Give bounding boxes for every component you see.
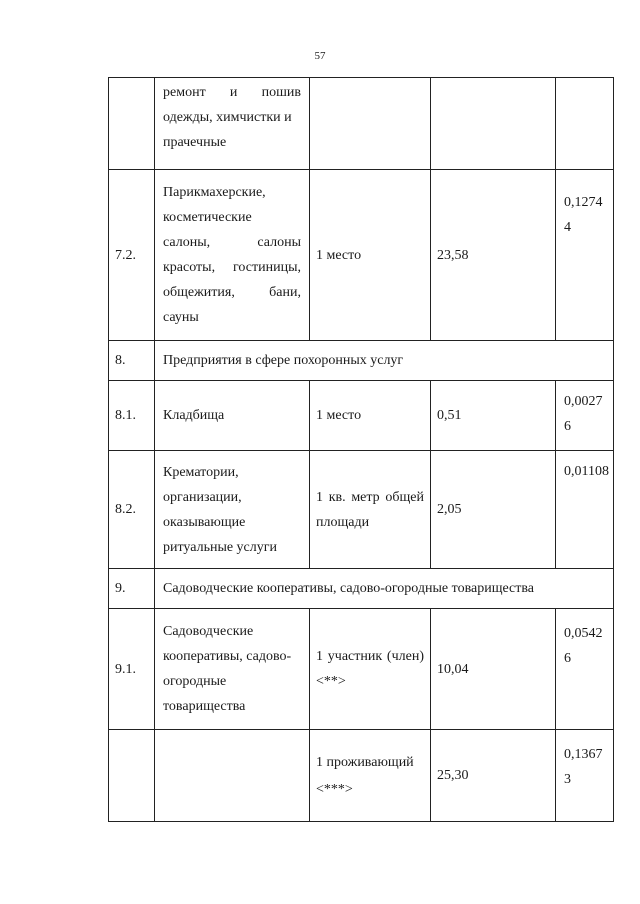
section-number-cell: 8. (109, 341, 155, 381)
name-line: товарищества (163, 699, 246, 714)
row-coef-cell (556, 78, 614, 170)
table-row (109, 78, 614, 170)
name-line: прачечные (163, 135, 227, 150)
row-unit-cell: 1 место (310, 381, 431, 451)
row-name-cell (155, 381, 310, 451)
row-unit-cell: 1 проживающий <***> (310, 730, 431, 822)
table-row (109, 451, 614, 569)
row-name-cell (155, 730, 310, 822)
row-name-cell (155, 609, 310, 730)
row-number-cell (109, 730, 155, 822)
row-norm-cell: 2,05 (431, 451, 556, 569)
name-line: Садоводческие (163, 624, 254, 639)
row-coef-cell: 0,05426 (556, 609, 614, 730)
name-line: общежития, бани, (163, 285, 301, 300)
row-coef-cell: 0,12744 (556, 170, 614, 341)
row-unit-cell: 1 участник (член) <**> (310, 609, 431, 730)
row-name-cell (155, 451, 310, 569)
section-row (109, 341, 614, 381)
name-line: ритуальные услуги (163, 539, 277, 555)
row-unit-cell (310, 78, 431, 170)
name-line: Парикмахерские, (163, 185, 266, 200)
row-number-cell: 9.1. (109, 609, 155, 730)
section-row (109, 569, 614, 609)
name-line: оказывающие (163, 514, 246, 530)
name-line: косметические (163, 210, 252, 225)
table-row (109, 609, 614, 730)
row-norm-cell: 25,30 (431, 730, 556, 822)
norms-table (108, 77, 614, 822)
row-norm-cell: 23,58 (431, 170, 556, 341)
row-number-cell: 8.1. (109, 381, 155, 451)
table-row (109, 381, 614, 451)
name-line: одежды, химчистки и (163, 110, 292, 125)
row-coef-cell: 0,13673 (556, 730, 614, 822)
row-norm-cell (431, 78, 556, 170)
section-title-cell: Садоводческие кооперативы, садово-огородные товарищества (155, 569, 614, 609)
name-line: ремонт и пошив (163, 85, 301, 100)
row-coef-cell: 0,00276 (556, 381, 614, 451)
row-unit-cell: 1 место (310, 170, 431, 341)
name-line: Кладбища (163, 408, 225, 423)
name-line: салоны, салоны (163, 235, 301, 250)
row-name-cell (155, 78, 310, 170)
row-number-cell: 7.2. (109, 170, 155, 341)
row-norm-cell: 0,51 (431, 381, 556, 451)
row-name-cell (155, 170, 310, 341)
name-line: сауны (163, 310, 199, 325)
name-line: кооперативы, садово- (163, 649, 292, 664)
table-row (109, 170, 614, 341)
name-line: огородные (163, 674, 227, 689)
row-coef-cell: 0,01108 (556, 451, 614, 569)
name-line: красоты, гостиницы, (163, 260, 301, 275)
table-row (109, 730, 614, 822)
row-norm-cell: 10,04 (431, 609, 556, 730)
page-number: 57 (314, 50, 326, 62)
section-number-cell: 9. (109, 569, 155, 609)
section-title-cell: Предприятия в сфере похоронных услуг (155, 341, 614, 381)
row-unit-cell: 1 кв. метр общей площади (310, 451, 431, 569)
name-line: организации, (163, 489, 242, 505)
name-line: Крематории, (163, 464, 239, 480)
row-number-cell: 8.2. (109, 451, 155, 569)
row-number-cell (109, 78, 155, 170)
